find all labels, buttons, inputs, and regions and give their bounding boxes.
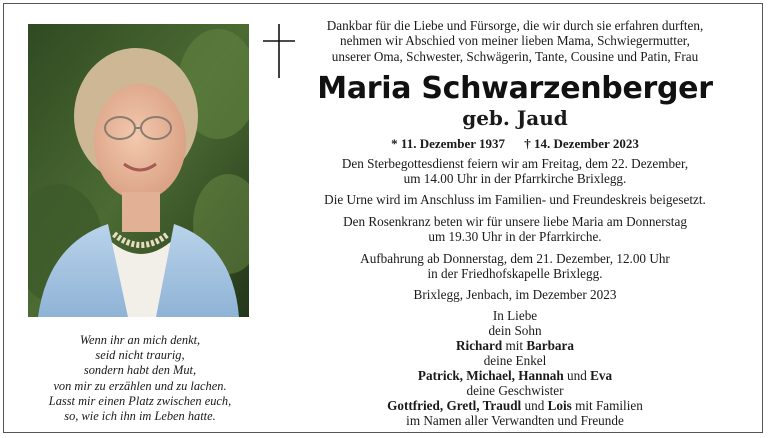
viewing-line: Aufbahrung ab Donnerstag, dem 21. Dezember, 12.00 Uhr [360, 250, 670, 266]
funeral-line: Den Sterbegottesdienst feiern wir am Freitag, dem 22. Dezember, [341, 155, 689, 171]
obituary-text [296, 18, 734, 428]
daughter-in-law-name: Barbara [526, 337, 574, 353]
death-date: † 14. Dezember 2023 [524, 136, 639, 152]
obituary-card [3, 3, 763, 433]
maiden-name: geb. Jaud [462, 106, 568, 131]
poem-line: Lasst mir einen Platz zwischen euch, [48, 393, 232, 408]
cross-icon [259, 24, 299, 78]
poem-line: seid nicht traurig, [95, 348, 185, 363]
mourners [296, 308, 734, 428]
poem-line: so, wie ich ihn im Leben hatte. [64, 409, 216, 424]
siblings-label: deine Geschwister [466, 382, 564, 398]
life-dates [296, 136, 734, 151]
memorial-poem [20, 333, 260, 424]
rosary-line: Den Rosenkranz beten wir für unsere liebe Maria am Donnerstag [343, 213, 687, 229]
intro-line: unserer Oma, Schwester, Schwägerin, Tante, Cousine und Patin, Frau [331, 48, 699, 64]
intro-text [296, 18, 734, 64]
in-love: In Liebe [492, 307, 538, 323]
son-name: Richard [456, 337, 503, 353]
intro-line: Dankbar für die Liebe und Fürsorge, die wir durch sie erfahren durften, [326, 18, 704, 33]
viewing-info [296, 251, 734, 282]
son-label: dein Sohn [488, 322, 542, 338]
grandchild-last: Eva [590, 367, 613, 383]
siblings-suffix: mit Familien [575, 397, 643, 413]
poem-line: Wenn ihr an mich denkt, [79, 333, 201, 347]
place-date [296, 287, 734, 302]
sibling-last: Lois [547, 397, 572, 413]
son-mit: mit [505, 337, 524, 353]
siblings-names [296, 398, 734, 413]
urn-line: Die Urne wird im Anschluss im Familien- und Freundeskreis beigesetzt. [324, 192, 706, 208]
rosary-info [296, 214, 734, 245]
funeral-line: um 14.00 Uhr in der Pfarrkirche Brixlegg. [403, 171, 627, 187]
siblings-list: Gottfried, Gretl, Traudl [387, 397, 522, 413]
son-names [296, 338, 734, 353]
rosary-line: um 19.30 Uhr in der Pfarrkirche. [428, 229, 602, 245]
intro-line: nehmen wir Abschied von meiner lieben Mama, Schwiegermutter, [340, 33, 690, 49]
place-date-line: Brixlegg, Jenbach, im Dezember 2023 [413, 287, 617, 303]
grandchildren-und: und [567, 367, 587, 383]
siblings-und: und [524, 397, 545, 413]
poem-line: von mir zu erzählen und zu lachen. [53, 378, 227, 393]
viewing-line: in der Friedhofskapelle Brixlegg. [427, 266, 603, 282]
birth-date: * 11. Dezember 1937 [391, 136, 506, 152]
funeral-info [296, 156, 734, 187]
grandchildren-names [296, 368, 734, 383]
poem-line: sondern habt den Mut, [83, 363, 197, 378]
grandchildren-label: deine Enkel [483, 352, 547, 368]
grandchildren-list: Patrick, Michael, Hannah [417, 367, 564, 383]
urn-info [296, 192, 734, 207]
deceased-name: Maria Schwarzenberger [317, 71, 713, 107]
closing-line: im Namen aller Verwandten und Freunde [406, 412, 624, 428]
portrait-photo [28, 24, 249, 317]
